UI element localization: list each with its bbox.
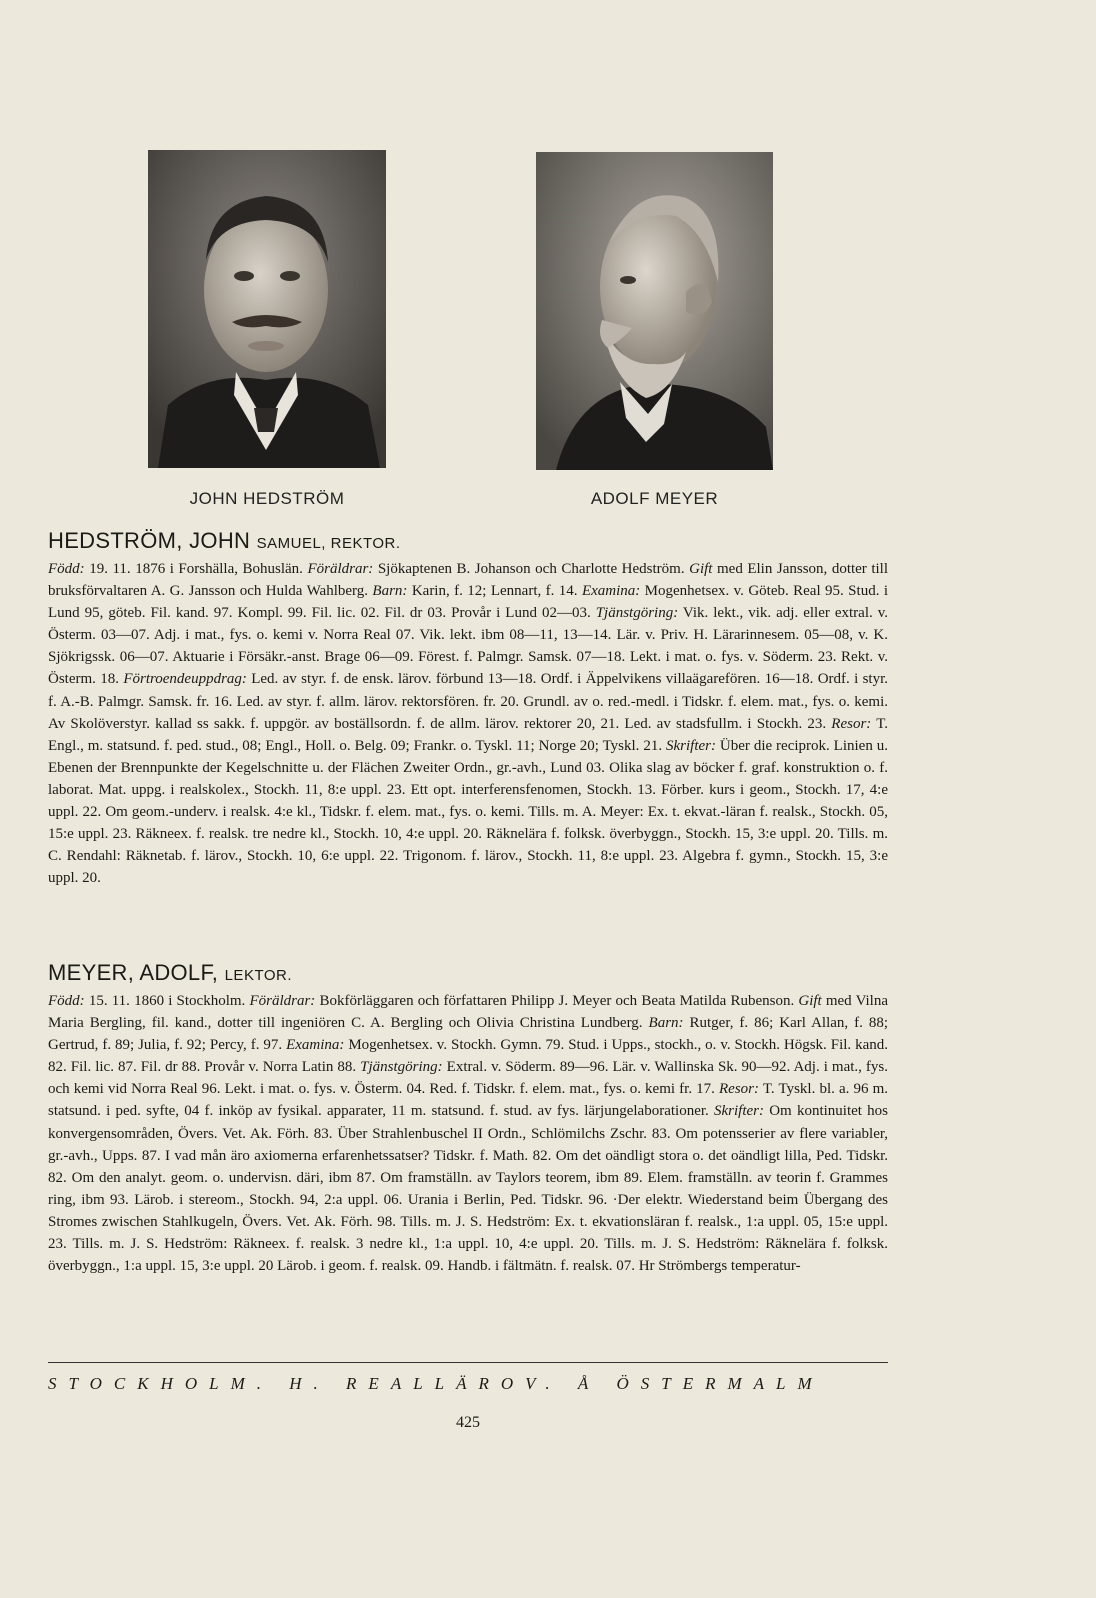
field-text: Rutger, f. 86; Karl Allan, f. 88; Gertrud, f. 89; Julia, f. 92; Percy, f. 97. [48, 1015, 888, 1054]
field-text: Extral. v. Söderm. 89—96. Lär. v. Wallinska Sk. 90—92. Adj. i mat., fys. och kemi vid Norra Real 96. Lekt. i mat. o. fys. v. Österm. 04. Red. f. Tidskr. f. elem. mat., fys. o. kemi fr. 17. [48, 1059, 889, 1098]
entry-heading-hedstrom [48, 528, 401, 554]
field-text: Mogenhetsex. v. Stockh. Gymn. 79. Stud. i Upps., stockh., o. v. Stockh. Högsk. Fil. kand. 82. Fil. lic. 87. Fil. dr 88. Provår v. Norra Latin 88. [48, 1037, 888, 1076]
portrait-adolf-meyer [536, 152, 773, 470]
entry-name: MEYER, ADOLF, [48, 960, 219, 985]
field-text: T. Engl., m. statsund. f. ped. stud., 08; Engl., Holl. o. Belg. 09; Frankr. o. Tyskl. 11; Norge 20; Tyskl. 21. [48, 715, 888, 754]
field-text: Über die reciprok. Linien u. Ebenen der Brennpunkte der Kegelschnitte u. der Flächen Zweiter Ordn., gr.-avh., Lund 03. Olika slag av böcker f. graf. konstruktion o. f. laborat. Mat. uppg. i realskolex., Stockh. 11, 8:e uppl. 23. Ett opt. interferensfenomen, Stockh. 13. Förber. kurs i geom., Stockh. 17, 4:e uppl. 22. Om geom.-underv. i realsk. 4:e kl., Tidskr. f. elem. mat., fys. o. kemi. Tills. m. A. Meyer: Ex. t. ekvat.-läran f. realsk., Stockh. 05, 15:e uppl. 23. Räkneex. f. realsk. tre nedre kl., Stockh. 10, 4:e uppl. 20. Räknelära f. folksk. överbyggn., Stockh. 15, 3:e uppl. 20. Tills. m. C. Rendahl: Räknetab. f. lärov., Stockh. 10, 6:e uppl. 22. Trigonom. f. lärov., Stockh. 11, 8:e uppl. 23. Algebra f. gymn., Stockh. 15, 3:e uppl. 20. [48, 737, 888, 887]
field-label: Född: [48, 561, 85, 577]
field-label: Barn: [372, 583, 408, 600]
entry-body-hedstrom [48, 558, 888, 889]
field-text: Bokförläggaren och författaren Philipp J. Meyer och Beata Matilda Rubenson. [315, 993, 799, 1009]
field-text: Mogenhetsex. v. Göteb. Real 95. Stud. i Lund 95, göteb. Fil. kand. 97. Kompl. 99. Fil. lic. 02. Fil. dr 03. Provår i Lund 02—03. [48, 583, 889, 622]
portrait-john-hedstrom [148, 150, 386, 468]
entry-role: LEKTOR. [224, 967, 293, 984]
field-text: Karin, f. 12; Lennart, f. 14. [407, 583, 582, 600]
running-footer: STOCKHOLM. H. REALLÄROV. Å ÖSTERMALM [48, 1374, 824, 1393]
field-text: T. Tyskl. bl. a. 96 m. statsund. i ped. syfte, 04 f. inköp av fysikal. apparater, 11 m. statsund. f. stud. av fys. lärjungelaborationer. [48, 1081, 888, 1120]
field-label: Gift [689, 561, 713, 577]
field-label: Skrifter: [666, 737, 717, 754]
field-text: Sjökaptenen B. Johanson och Charlotte Hedström. [373, 561, 690, 577]
field-label: Föräldrar: [249, 993, 316, 1009]
field-label: Tjänstgöring: [595, 605, 679, 622]
field-label: Resor: [719, 1081, 760, 1098]
field-label: Förtroendeuppdrag: [123, 671, 247, 688]
field-text: med Elin Jansson, dotter till bruksförvaltaren A. G. Jansson och Hulda Wahlberg. [48, 561, 889, 600]
entry-heading-meyer [48, 960, 292, 986]
entry-name: HEDSTRÖM, JOHN [48, 528, 251, 553]
field-text: Om kontinuitet hos konvergensområden, Övers. Vet. Ak. Förh. 83. Über Strahlenbuschel II Ordn., Schlömilchs Zschr. 83. Om potensserier av flere variabler, gr.-avh., Upps. 87. I vad mån äro axiomerna erfarenhetssatser? Tidskr. f. Math. 82. Om det oändligt stora o. det oändligt lilla, Ped. Tidskr. 82. Om den analyt. geom. o. undervisn. däri, ibm 87. Om framställn. av Taylors teorem, ibm 89. Elem. framställn. av teorin f. Grammes ring, ibm 93. Lärob. i stereom., Stockh. 94, 2:a uppl. 06. Urania i Berlin, Ped. Tidskr. 96. ·Der elektr. Wiederstand beim Übergang des Stromes zwischen Stahlkugeln, Övers. Vet. Ak. Förh. 98. Tills. m. J. S. Hedström: Ex. t. ekvationsläran f. realsk., 1:a uppl. 05, 15:e uppl. 23. Tills. m. J. S. Hedström: Räkneex. f. realsk. 3 nedre kl., 1:a uppl. 10, 4:e uppl. 20. Tills. m. J. S. Hedström: Räknelära f. folksk. överbyggn., 1:a uppl. 15, 3:e uppl. 20 Lärob. i geom. f. realsk. 09. Handb. i fältmätn. f. realsk. 07. Hr Strömbergs temperatur- [48, 1103, 888, 1275]
field-label: Gift [798, 993, 822, 1009]
field-text: Led. av styr. f. de ensk. lärov. förbund 13—18. Ordf. i Äppelvikens villaägarefören. 16—18. Ordf. i styr. f. A.-B. Palmgr. Samsk. fr. 16. Led. av styr. f. allm. lärov. rektorsfören. fr. 20. Grundl. av o. red.-medl. i Tidskr. f. elem. mat., fys. o. kemi. Av Skolöverstyr. kallad ss sakk. f. uppgör. av boställsordn. f. de allm. lärov. rektorer 20, 21. Led. av stadsfullm. i Stockh. 23. [48, 671, 888, 732]
caption-left-photo: JOHN HEDSTRÖM [189, 489, 345, 508]
field-label: Barn: [648, 1015, 684, 1032]
field-label: Resor: [831, 715, 872, 732]
field-label: Tjänstgöring: [360, 1059, 443, 1076]
field-label: Född: [48, 993, 85, 1009]
field-text: 19. 11. 1876 i Forshälla, Bohuslän. [84, 561, 308, 577]
field-label: Föräldrar: [307, 561, 374, 577]
footer-rule [48, 1362, 888, 1363]
entry-body-meyer [48, 990, 888, 1277]
field-label: Examina: [581, 583, 641, 600]
page-number: 425 [456, 1414, 480, 1431]
field-label: Examina: [286, 1037, 345, 1054]
field-label: Skrifter: [714, 1103, 764, 1120]
caption-right-photo: ADOLF MEYER [590, 489, 719, 508]
field-text: Vik. lekt., vik. adj. eller extral. v. Österm. 03—07. Adj. i mat., fys. o. kemi v. Norra Real 07. Vik. lekt. ibm 08—11, 13—14. Lär. v. Priv. H. Lärarinnesem. 05—08, v. K. Sjökrigssk. 06—07. Aktuarie i Försäkr.-anst. Brage 06—09. Förest. f. Palmgr. Samsk. 07—18. Lekt. i mat. o. fys. v. Söderm. 23. Rekt. v. Österm. 18. [48, 605, 888, 688]
field-text: med Vilna Maria Bergling, fil. kand., dotter till ingeniören C. A. Bergling och Olivia Christina Lundberg. [48, 993, 888, 1032]
entry-role: SAMUEL, REKTOR. [256, 535, 401, 552]
field-text: 15. 11. 1860 i Stockholm. [84, 993, 250, 1009]
